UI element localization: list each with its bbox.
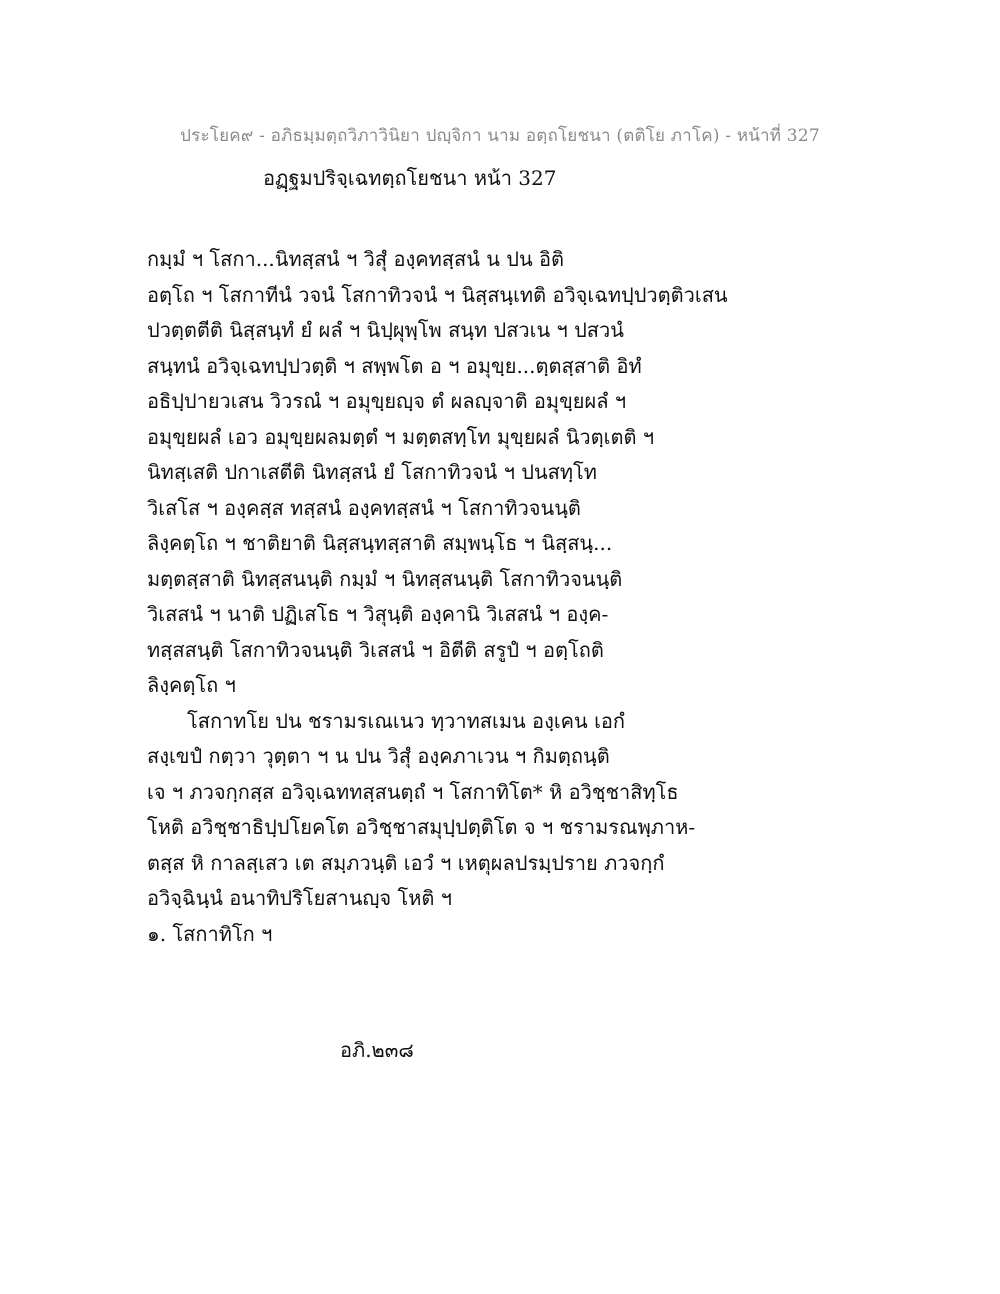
section-title: อฏฺฐมปริจฺเฉทตฺถโยชนา หน้า 327 [263, 166, 557, 190]
body-text [147, 242, 927, 952]
text-line: อธิปฺปายวเสน วิวรณํ ฯ อมุขฺยญฺจ ตํ ผลญฺจาติ อมุขฺยผลํ ฯ [147, 389, 627, 413]
paragraph-start-line: โสกาทโย ปน ชรามรเณเนว ทฺวาทสเมน องฺเคน เอกํ [187, 708, 626, 733]
text-line: สงฺเขปํ กตฺวา วุตฺตา ฯ น ปน วิสุํ องฺคภาเวน ฯ กิมตฺถนฺติ [147, 744, 610, 768]
page-number: อภิ.๒๓๘ [340, 1038, 414, 1062]
text-line: อวิจฺฉินฺนํ อนาทิปริโยสานญฺจ โหติ ฯ [147, 886, 453, 910]
text-line: วิเสสนํ ฯ นาติ ปฏิเสโธ ฯ วิสุนฺติ องฺคานิ วิเสสนํ ฯ องฺค- [147, 602, 609, 626]
text-line: สนฺทนํ อวิจฺเฉทปฺปวตฺติ ฯ สพฺพโต อ ฯ อมุขฺย...ตฺตสฺสาติ อิทํ [147, 353, 642, 378]
running-header: ประโยค๙ - อภิธมฺมตฺถวิภาวินิยา ปญฺจิกา นาม อตฺถโยชนา (ตติโย ภาโค) - หน้าที่ 327 [180, 126, 820, 146]
text-line: ลิงฺคตฺโถ ฯ ชาติยาติ นิสฺสนฺทสฺสาติ สมฺพนฺโธ ฯ นิสฺสนฺ... [147, 531, 613, 555]
text-line: โหติ อวิชฺชาธิปฺปโยคโต อวิชฺชาสมุปฺปตฺติโต จ ฯ ชรามรณพฺภาห- [147, 815, 696, 839]
text-line: ตสฺส หิ กาลสฺเสว เต สมฺภวนฺติ เอวํ ฯ เหตุผลปรมฺปราย ภวจกฺกํ [147, 850, 665, 875]
text-line: ลิงฺคตฺโถ ฯ [147, 673, 236, 697]
text-line: ทสฺสสนฺติ โสกาทิวจนนฺติ วิเสสนํ ฯ อิตีติ สรูปํ ฯ อตฺโถติ [147, 637, 604, 662]
text-line: นิทสฺเสติ ปกาเสตีติ นิทสฺสนํ ยํ โสกาทิวจนํ ฯ ปนสทฺโท [147, 460, 597, 484]
text-line: มตฺตสฺสาติ นิทสฺสนนฺติ กมฺมํ ฯ นิทสฺสนนฺติ โสกาทิวจนนฺติ [147, 566, 623, 591]
text-line: ปวตฺตตีติ นิสฺสนฺทํ ยํ ผลํ ฯ นิปฺผุพฺโพ สนฺท ปสวเน ฯ ปสวนํ [147, 318, 624, 342]
text-line: วิเสโส ฯ องฺคสฺส ทสฺสนํ องฺคทสฺสนํ ฯ โสกาทิวจนนฺติ [147, 495, 581, 520]
text-line: อตฺโถ ฯ โสกาทีนํ วจนํ โสกาทิวจนํ ฯ นิสฺสนฺเทติ อวิจฺเฉทปฺปวตฺติวเสน [147, 282, 728, 307]
footnote-line: ๑. โสกาทิโก ฯ [147, 921, 273, 946]
text-line: อมุขฺยผลํ เอว อมุขฺยผลมตฺตํ ฯ มตฺตสทฺโท มุขฺยผลํ นิวตฺเตติ ฯ [147, 424, 655, 449]
text-line: เจ ฯ ภวจกฺกสฺส อวิจฺเฉททสฺสนตฺถํ ฯ โสกาทิโต* หิ อวิชฺชาสิทฺโธ [147, 779, 679, 804]
text-line: กมฺมํ ฯ โสกา...นิทสฺสนํ ฯ วิสุํ องฺคทสฺสนํ น ปน อิติ [147, 247, 565, 271]
